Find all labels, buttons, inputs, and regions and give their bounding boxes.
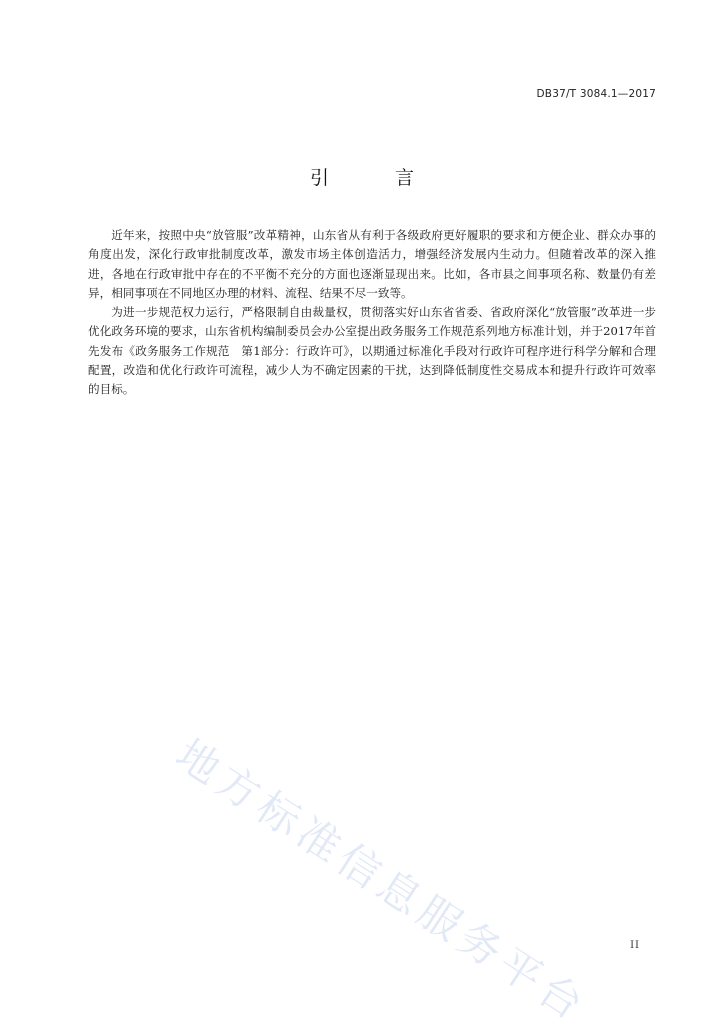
paragraph-1: 近年来，按照中央“放管服”改革精神，山东省从有利于各级政府更好履职的要求和方便企业、群众办事的角度出发，深化行政审批制度改革，激发市场主体创造活力，增强经济发展内生动力。但随着改革的深入推进，各地在行政审批中存在的不平衡不充分的方面也逐渐显现出来。比如，各市县之间事项名称、数量仍有差异，相同事项在不同地区办理的材料、流程、结果不尽一致等。 bbox=[88, 228, 656, 300]
page-number: II bbox=[630, 940, 640, 951]
body-text bbox=[88, 226, 656, 400]
section-title: 引 言 bbox=[309, 167, 445, 189]
paragraph-2: 为进一步规范权力运行，严格限制自由裁量权，贯彻落实好山东省省委、省政府深化“放管服”改革进一步优化政务环境的要求，山东省机构编制委员会办公室提出政务服务工作规范系列地方标准计划，并于2017年首先发布《政务服务工作规范 第1部分：行政许可》，以期通过标准化手段对行政许可程序进行科学分解和合理配置，改造和优化行政许可流程，减少人为不确定因素的干扰，达到降低制度性交易成本和提升行政许可效率的目标。 bbox=[88, 305, 656, 397]
standard-code-header: DB37/T 3084.1—2017 bbox=[536, 88, 656, 100]
watermark: 地方标准信息服务平台 bbox=[167, 729, 597, 1033]
